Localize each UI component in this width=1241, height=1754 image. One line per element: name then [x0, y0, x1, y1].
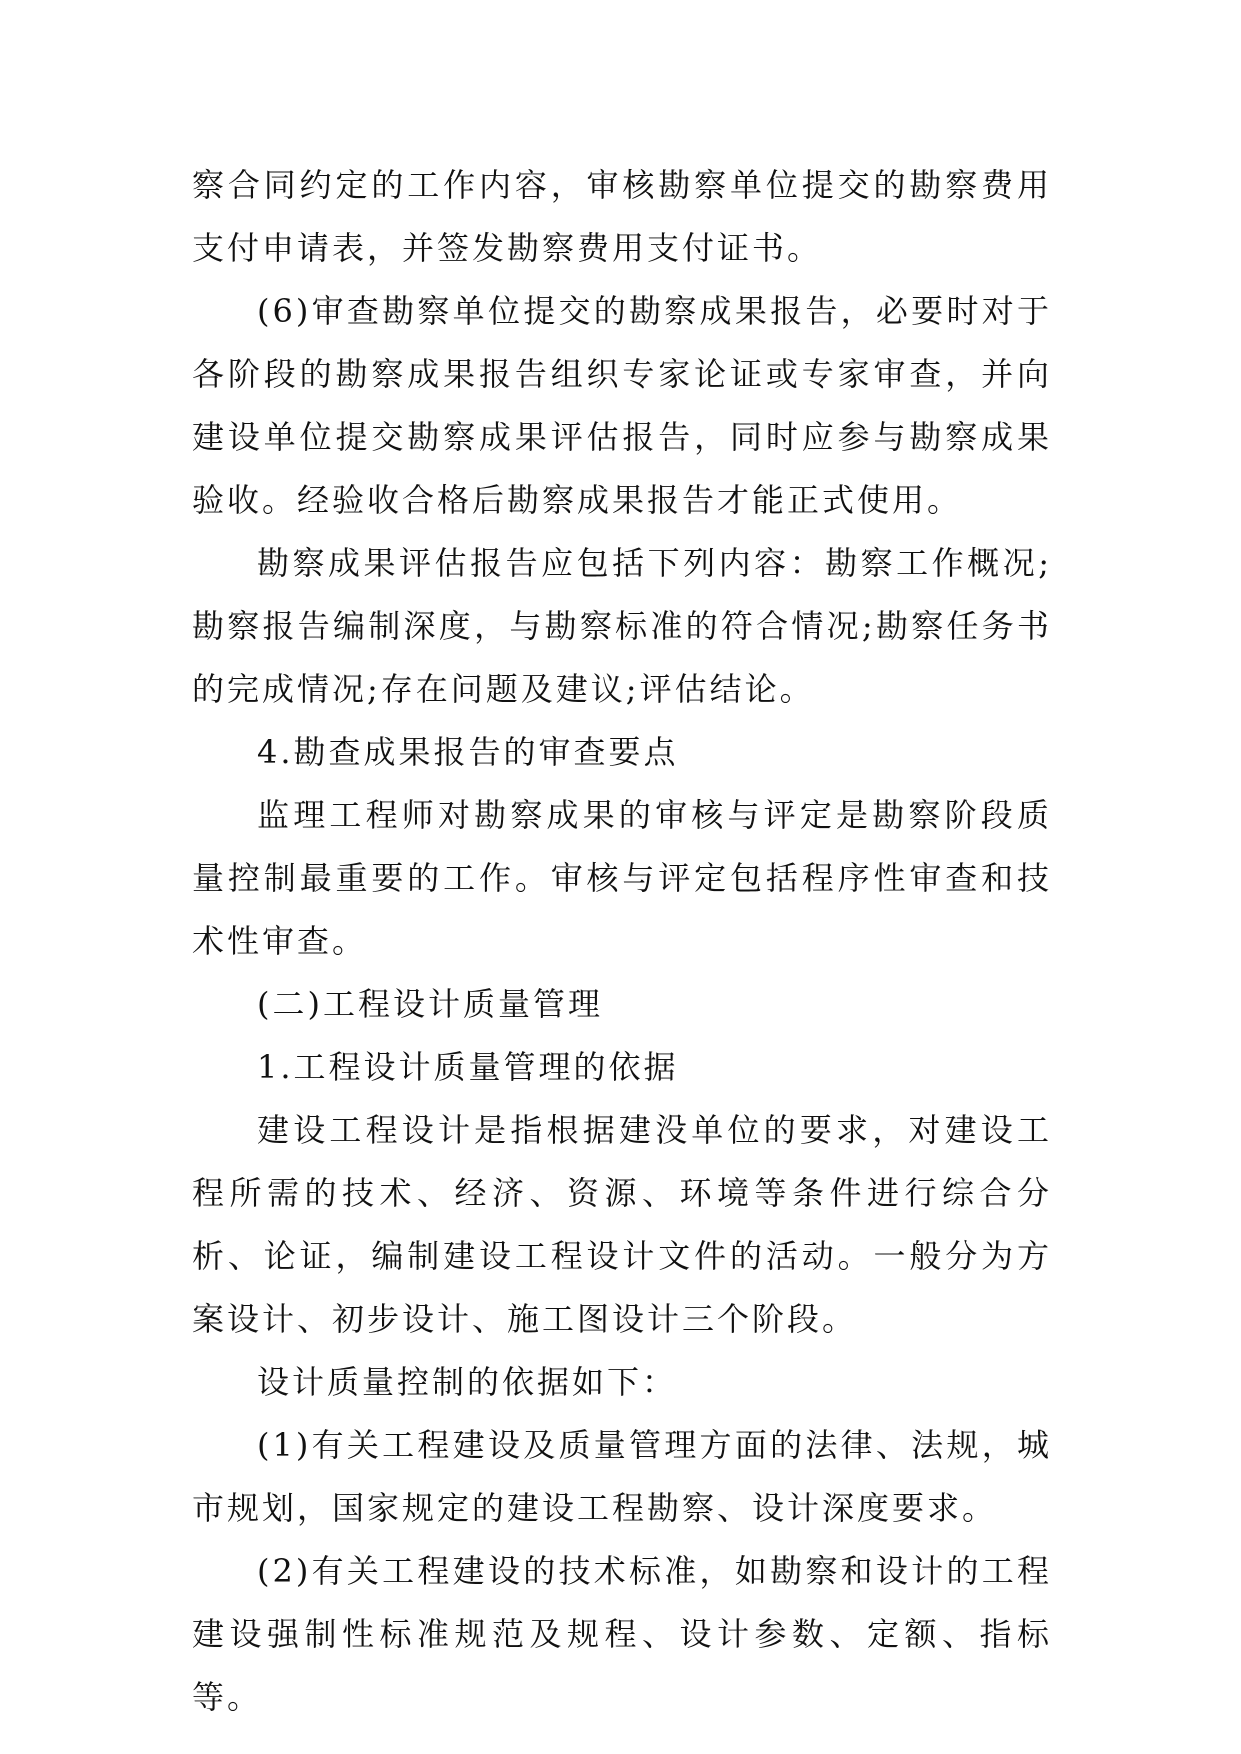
section-heading-2: (二)工程设计质量管理 — [257, 985, 603, 1023]
paragraph-report-contents: 勘察成果评估报告应包括下列内容：勘察工作概况;勘察报告编制深度，与勘察标准的符合情况;勘察任务书的完成情况;存在问题及建议;评估结论。 — [192, 544, 1052, 708]
paragraph-review-description: 监理工程师对勘察成果的审核与评定是勘察阶段质量控制最重要的工作。审核与评定包括程序性审查和技术性审查。 — [192, 796, 1052, 960]
paragraph-item-1: (1)有关工程建设及质量管理方面的法律、法规，城市规划，国家规定的建设工程勘察、设计深度要求。 — [192, 1426, 1052, 1527]
section-heading-4: 4.勘查成果报告的审查要点 — [257, 733, 679, 771]
paragraph-continuation: 察合同约定的工作内容，审核勘察单位提交的勘察费用支付申请表，并签发勘察费用支付证书。 — [192, 166, 1052, 267]
paragraph-design-definition: 建设工程设计是指根据建没单位的要求，对建设工程所需的技术、经济、资源、环境等条件进行综合分析、论证，编制建设工程设计文件的活动。一般分为方案设计、初步设计、施工图设计三个阶段。 — [192, 1111, 1052, 1338]
section-heading-1: 1.工程设计质量管理的依据 — [257, 1048, 679, 1086]
paragraph-item-2: (2)有关工程建设的技术标准，如勘察和设计的工程建设强制性标准规范及规程、设计参数、定额、指标等。 — [192, 1552, 1052, 1716]
document-page — [192, 154, 1052, 1729]
paragraph-item-6: (6)审查勘察单位提交的勘察成果报告，必要时对于各阶段的勘察成果报告组织专家论证或专家审查，并向建设单位提交勘察成果评估报告，同时应参与勘察成果验收。经验收合格后勘察成果报告才能正式使用。 — [192, 292, 1052, 519]
paragraph-basis-intro: 设计质量控制的依据如下： — [257, 1363, 678, 1401]
